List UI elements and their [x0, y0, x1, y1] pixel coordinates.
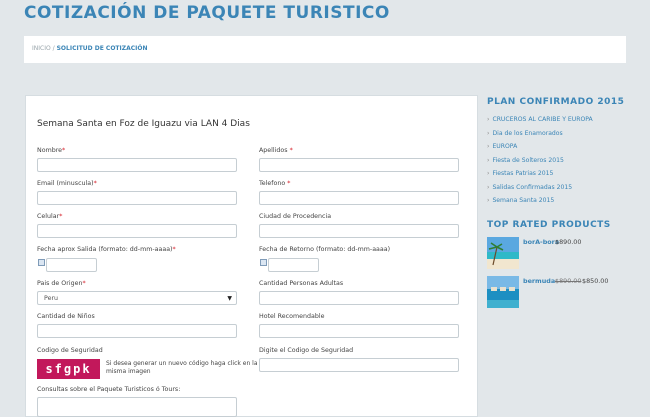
- plan-item[interactable]: › Fiestas Patrias 2015: [487, 170, 554, 177]
- hotel-label: Hotel Recomendable: [259, 313, 325, 320]
- beach-image: [487, 237, 519, 269]
- telefono-label: Telefono *: [259, 180, 291, 187]
- chevron-right-icon: ›: [487, 116, 490, 123]
- apellidos-input[interactable]: [259, 158, 459, 172]
- breadcrumb: [32, 45, 148, 52]
- product-price: $850.00: [582, 277, 609, 285]
- celular-label: Celular*: [37, 213, 63, 220]
- chevron-down-icon: ▼: [227, 295, 232, 302]
- plan-confirmado-heading: PLAN CONFIRMADO 2015: [487, 97, 625, 107]
- celular-input[interactable]: [37, 224, 237, 238]
- product-thumbnail[interactable]: [487, 276, 519, 308]
- chevron-right-icon: ›: [487, 170, 490, 177]
- pais-label: Pais de Origen*: [37, 280, 86, 287]
- ocean-image: [487, 276, 519, 308]
- ninos-label: Cantidad de Niños: [37, 313, 95, 320]
- page-title: COTIZACIÓN DE PAQUETE TURISTICO: [24, 3, 390, 23]
- top-rated-heading: TOP RATED PRODUCTS: [487, 220, 611, 230]
- product-price: $890.00: [555, 238, 582, 246]
- plan-item[interactable]: › Salidas Confirmadas 2015: [487, 183, 573, 191]
- product-name[interactable]: bermuda: [523, 277, 556, 285]
- product-old-price: $890.00: [555, 277, 582, 285]
- adultos-label: Cantidad Personas Adultas: [259, 280, 344, 287]
- chevron-right-icon: ›: [487, 143, 490, 150]
- plan-item[interactable]: › Semana Santa 2015: [487, 197, 555, 204]
- pais-selected-value: Peru: [44, 295, 59, 302]
- ninos-input[interactable]: [37, 324, 237, 338]
- codigo-label: Codigo de Seguridad: [37, 347, 103, 354]
- consultas-textarea[interactable]: [37, 397, 237, 417]
- form-title: Semana Santa en Foz de Iguazu via LAN 4 Dias: [37, 119, 250, 129]
- chevron-right-icon: ›: [487, 129, 490, 137]
- plan-list: [487, 113, 593, 208]
- chevron-right-icon: ›: [487, 183, 490, 191]
- codigo-input[interactable]: [259, 358, 459, 372]
- captcha-image[interactable]: sfgpk: [37, 359, 100, 379]
- consultas-label: Consultas sobre el Paquete Turisticos ó Tours:: [37, 386, 181, 393]
- adultos-input[interactable]: [259, 291, 459, 305]
- ciudad-input[interactable]: [259, 224, 459, 238]
- fecha-salida-label: Fecha aprox Salida (formato: dd-mm-aaaa)*: [37, 246, 176, 253]
- product-thumbnail[interactable]: [487, 237, 519, 269]
- email-input[interactable]: [37, 191, 237, 205]
- digite-label: Digite el Codigo de Seguridad: [259, 347, 354, 354]
- plan-item[interactable]: › Fiesta de Solteros 2015: [487, 156, 564, 164]
- pais-select[interactable]: [37, 291, 237, 305]
- ciudad-label: Ciudad de Procedencia: [259, 213, 332, 220]
- apellidos-label: Apellidos *: [259, 147, 293, 154]
- quote-form-panel: [25, 95, 478, 417]
- chevron-right-icon: ›: [487, 156, 490, 164]
- plan-item[interactable]: › Dia de los Enamorados: [487, 129, 563, 137]
- captcha-note: Si desea generar un nuevo código haga click en la misma imagen: [106, 360, 258, 375]
- plan-item[interactable]: › EUROPA: [487, 143, 518, 150]
- nombre-label: Nombre*: [37, 147, 66, 154]
- fecha-retorno-label: Fecha de Retorno (formato: dd-mm-aaaa): [259, 246, 391, 253]
- telefono-input[interactable]: [259, 191, 459, 205]
- plan-item[interactable]: › CRUCEROS AL CARIBE Y EUROPA: [487, 116, 593, 123]
- email-label: Email (minuscula)*: [37, 180, 97, 187]
- breadcrumb-separator: /: [52, 45, 55, 52]
- fecha-salida-input[interactable]: [46, 258, 97, 272]
- breadcrumb-bar: [24, 36, 626, 63]
- breadcrumb-current: SOLICITUD DE COTIZACIÓN: [56, 45, 148, 52]
- breadcrumb-home-link[interactable]: INICIO: [32, 45, 51, 52]
- chevron-right-icon: ›: [487, 197, 490, 204]
- nombre-input[interactable]: [37, 158, 237, 172]
- product-name[interactable]: borA-bora: [523, 238, 560, 246]
- fecha-retorno-input[interactable]: [268, 258, 319, 272]
- calendar-icon[interactable]: [260, 259, 267, 266]
- calendar-icon[interactable]: [38, 259, 45, 266]
- hotel-input[interactable]: [259, 324, 459, 338]
